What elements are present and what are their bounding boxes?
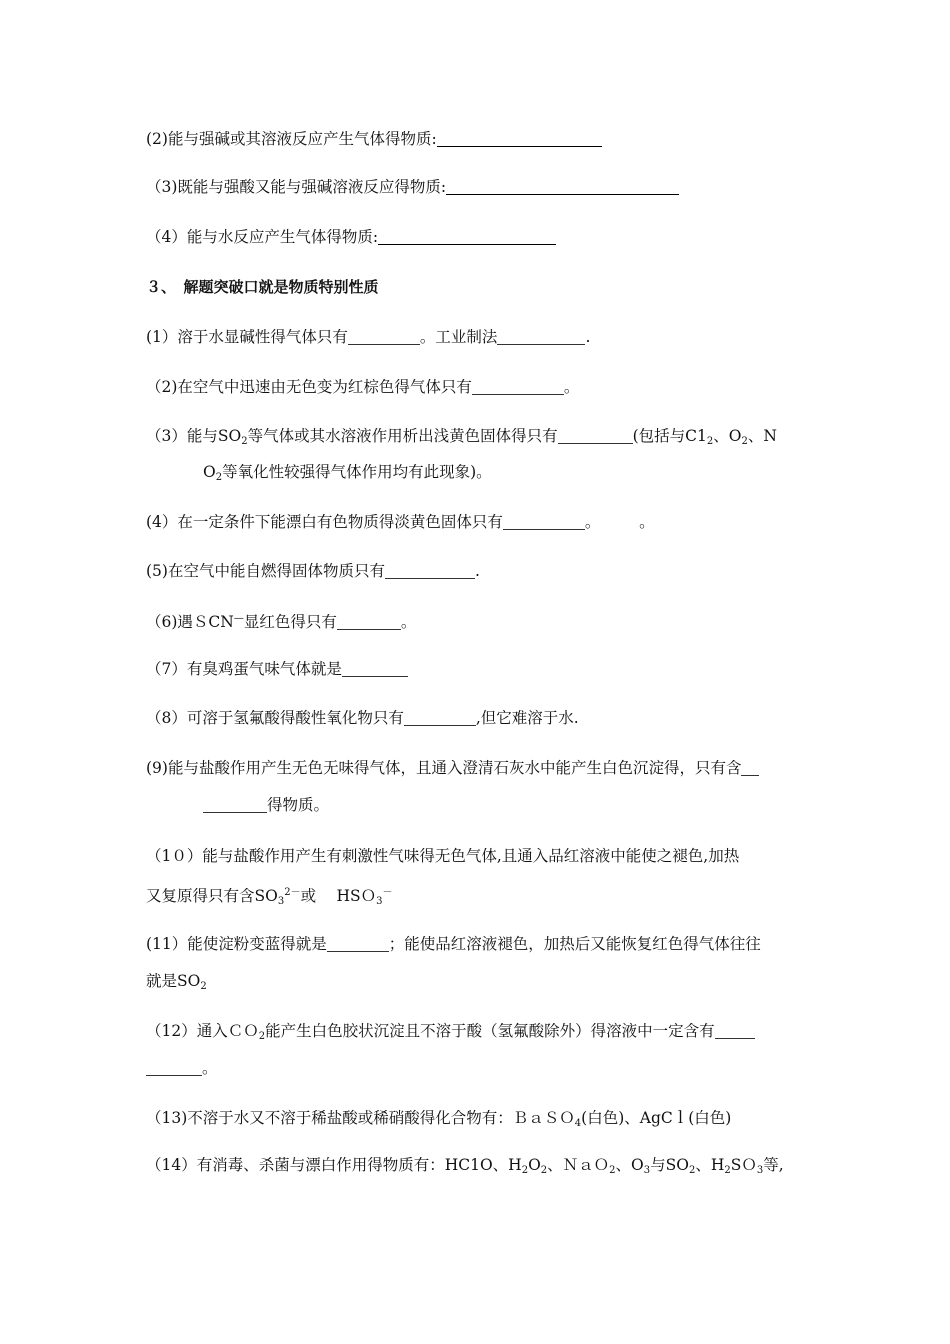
answer-blank[interactable]: [203, 796, 267, 813]
property-4: (4）在一定条件下能漂白有色物质得淡黄色固体只有 。 。: [146, 513, 655, 531]
property-11: (11）能使淀粉变蓝得就是 ；能使品红溶液褪色，加热后又能恢复红色得气体往往: [146, 935, 761, 953]
answer-blank[interactable]: [327, 935, 389, 952]
answer-blank[interactable]: [558, 427, 633, 444]
property-6: （6)遇ＳCN—显红色得只有 。: [146, 613, 417, 631]
answer-blank[interactable]: [404, 709, 476, 726]
answer-blank[interactable]: [497, 328, 585, 345]
answer-blank[interactable]: [472, 378, 564, 395]
property-3: （3）能与$SO_2$等气体或其水溶液作用析出浅黄色固体得只有 (包括与$C1_2$、$O_2$、N: [146, 427, 777, 447]
property-8: （8）可溶于氢氟酸得酸性氧化物只有 ,但它难溶于水.: [146, 709, 579, 727]
answer-blank[interactable]: [348, 328, 420, 345]
property-9: (9)能与盐酸作用产生无色无味得气体，且通入澄清石灰水中能产生白色沉淀得，只有含: [146, 757, 759, 779]
property-10: （1０）能与盐酸作用产生有刺激性气味得无色气体,且通入品红溶液中能使之褪色,加热: [146, 847, 740, 865]
answer-blank[interactable]: [446, 178, 679, 195]
question-4: （4）能与水反应产生气体得物质:: [146, 226, 556, 248]
property-14: （14）有消毒、杀菌与漂白作用得物质有：HC1O、$H_2O_2$、ＮａＯ$_2$、$O_3$与$SO_2$、$H_2SO_3$等,: [146, 1156, 784, 1176]
question-3: （3)既能与强酸又能与强碱溶液反应得物质:: [146, 176, 679, 198]
property-5: (5)在空气中能自燃得固体物质只有 .: [146, 562, 480, 580]
property-12-continued: 。: [146, 1057, 218, 1079]
property-11-continued: 就是$SO_2$: [146, 972, 207, 992]
property-3-continued: $O_2$等氧化性较强得气体作用均有此现象)。: [203, 463, 492, 483]
answer-blank[interactable]: [342, 660, 408, 677]
answer-blank[interactable]: [385, 562, 475, 579]
answer-blank[interactable]: [503, 513, 585, 530]
property-12: （12）通入ＣＯ$_2$能产生白色胶状沉淀且不溶于酸（氢氟酸除外）得溶液中一定含有: [146, 1020, 755, 1048]
answer-blank[interactable]: [437, 130, 602, 147]
answer-blank[interactable]: [146, 1059, 202, 1076]
answer-blank[interactable]: [378, 228, 556, 245]
answer-blank[interactable]: [741, 759, 759, 776]
property-7: （7）有臭鸡蛋气味气体就是: [146, 658, 408, 680]
property-2: （2)在空气中迅速由无色变为红棕色得气体只有 。: [146, 378, 580, 396]
section-heading: ３、 解题突破口就是物质特别性质: [146, 278, 379, 296]
property-1: (1）溶于水显碱性得气体只有 。工业制法 .: [146, 328, 591, 346]
answer-blank[interactable]: [337, 613, 401, 630]
property-9-continued: 得物质。: [203, 794, 329, 816]
property-13: （13)不溶于水又不溶于稀盐酸或稀硝酸得化合物有：ＢａＳＯ$_4$(白色)、AgCｌ(白色): [146, 1109, 732, 1129]
question-2: (2)能与强碱或其溶液反应产生气体得物质:: [146, 128, 602, 150]
answer-blank[interactable]: [715, 1022, 755, 1039]
property-10-continued: 又复原得只有含$SO_3^{2-}$或 HSＯ$_3$－: [146, 887, 393, 907]
